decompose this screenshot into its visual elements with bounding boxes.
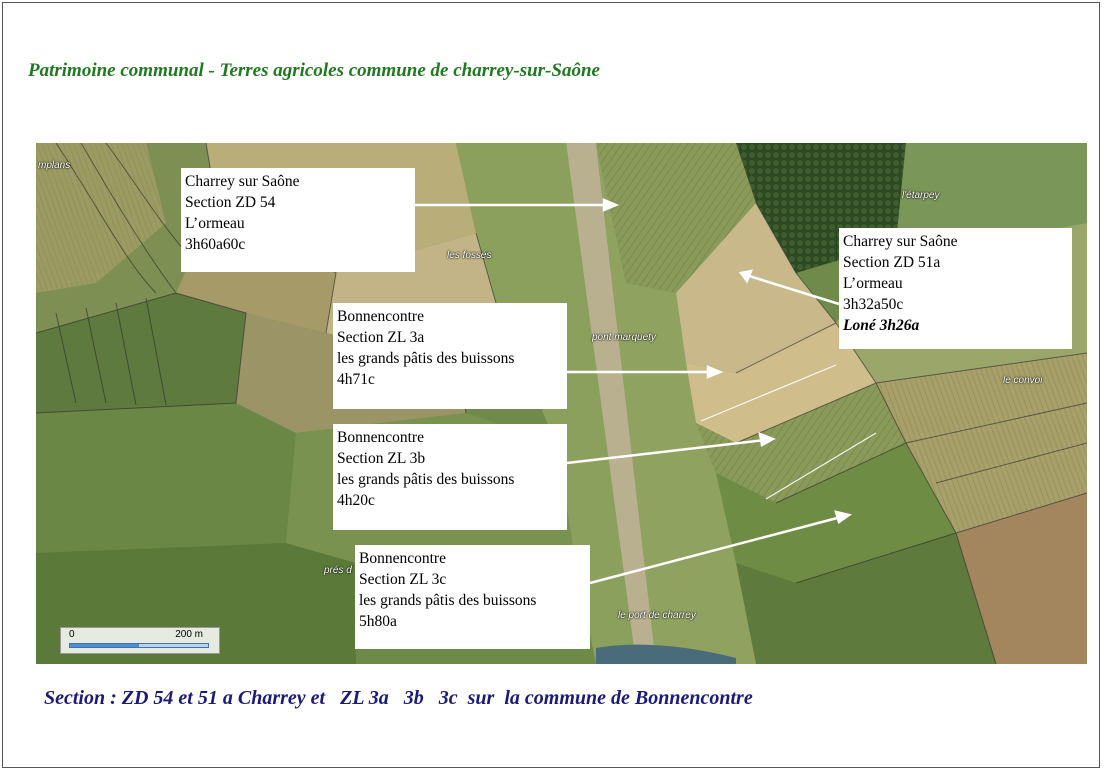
parcel-commune: Charrey sur Saône	[185, 173, 300, 190]
parcel-place: L’ormeau	[185, 215, 245, 232]
map-label-le-convoi: le convoi	[1003, 375, 1043, 386]
parcel-area: 3h32a50c	[843, 296, 904, 313]
parcel-label-zd51a	[839, 228, 1072, 349]
page-title: Patrimoine communal - Terres agricoles commune de charrey-sur-Saône	[28, 60, 600, 81]
map-label-pres-d: prés d	[324, 565, 352, 576]
parcel-commune: Bonnencontre	[359, 550, 446, 567]
parcel-section: Section ZL 3a	[337, 329, 425, 346]
parcel-commune: Bonnencontre	[337, 429, 424, 446]
scale-end: 200 m	[175, 629, 203, 640]
parcel-area: 4h71c	[337, 371, 375, 388]
parcel-label-zl3a	[333, 303, 567, 409]
map-label-pont-marquety: pont marquety	[592, 332, 656, 343]
map-label-mplans: mplans	[38, 160, 71, 171]
parcel-label-zl3c	[355, 545, 590, 649]
parcel-place: les grands pâtis des buissons	[337, 350, 515, 367]
map-label-letarpey: l'étarpey	[902, 190, 940, 201]
parcel-label-zl3b	[333, 424, 567, 530]
parcel-place: les grands pâtis des buissons	[359, 592, 537, 609]
parcel-area: 3h60a60c	[185, 236, 246, 253]
parcel-commune: Charrey sur Saône	[843, 233, 958, 250]
map-label-les-fosses: les fossés	[447, 250, 492, 261]
parcel-place: les grands pâtis des buissons	[337, 471, 515, 488]
map-label-le-port-de-charrey: le port de charrey	[618, 610, 696, 621]
page-footer: Section : ZD 54 et 51 a Charrey et ZL 3a 3b 3c sur la commune de Bonnencontre	[44, 687, 753, 709]
parcel-commune: Bonnencontre	[337, 308, 424, 325]
parcel-area: 4h20c	[337, 492, 375, 509]
parcel-lease-note: Loné 3h26a	[843, 317, 920, 334]
scale-start: 0	[69, 629, 75, 640]
parcel-area: 5h80a	[359, 613, 397, 630]
parcel-label-zd54	[181, 168, 415, 272]
parcel-section: Section ZL 3c	[359, 571, 447, 588]
parcel-section: Section ZD 51a	[843, 254, 941, 271]
scale-bar	[60, 627, 220, 654]
parcel-section: Section ZD 54	[185, 194, 276, 211]
parcel-section: Section ZL 3b	[337, 450, 426, 467]
parcel-place: L’ormeau	[843, 275, 903, 292]
scale-bar-graphic	[69, 643, 209, 648]
